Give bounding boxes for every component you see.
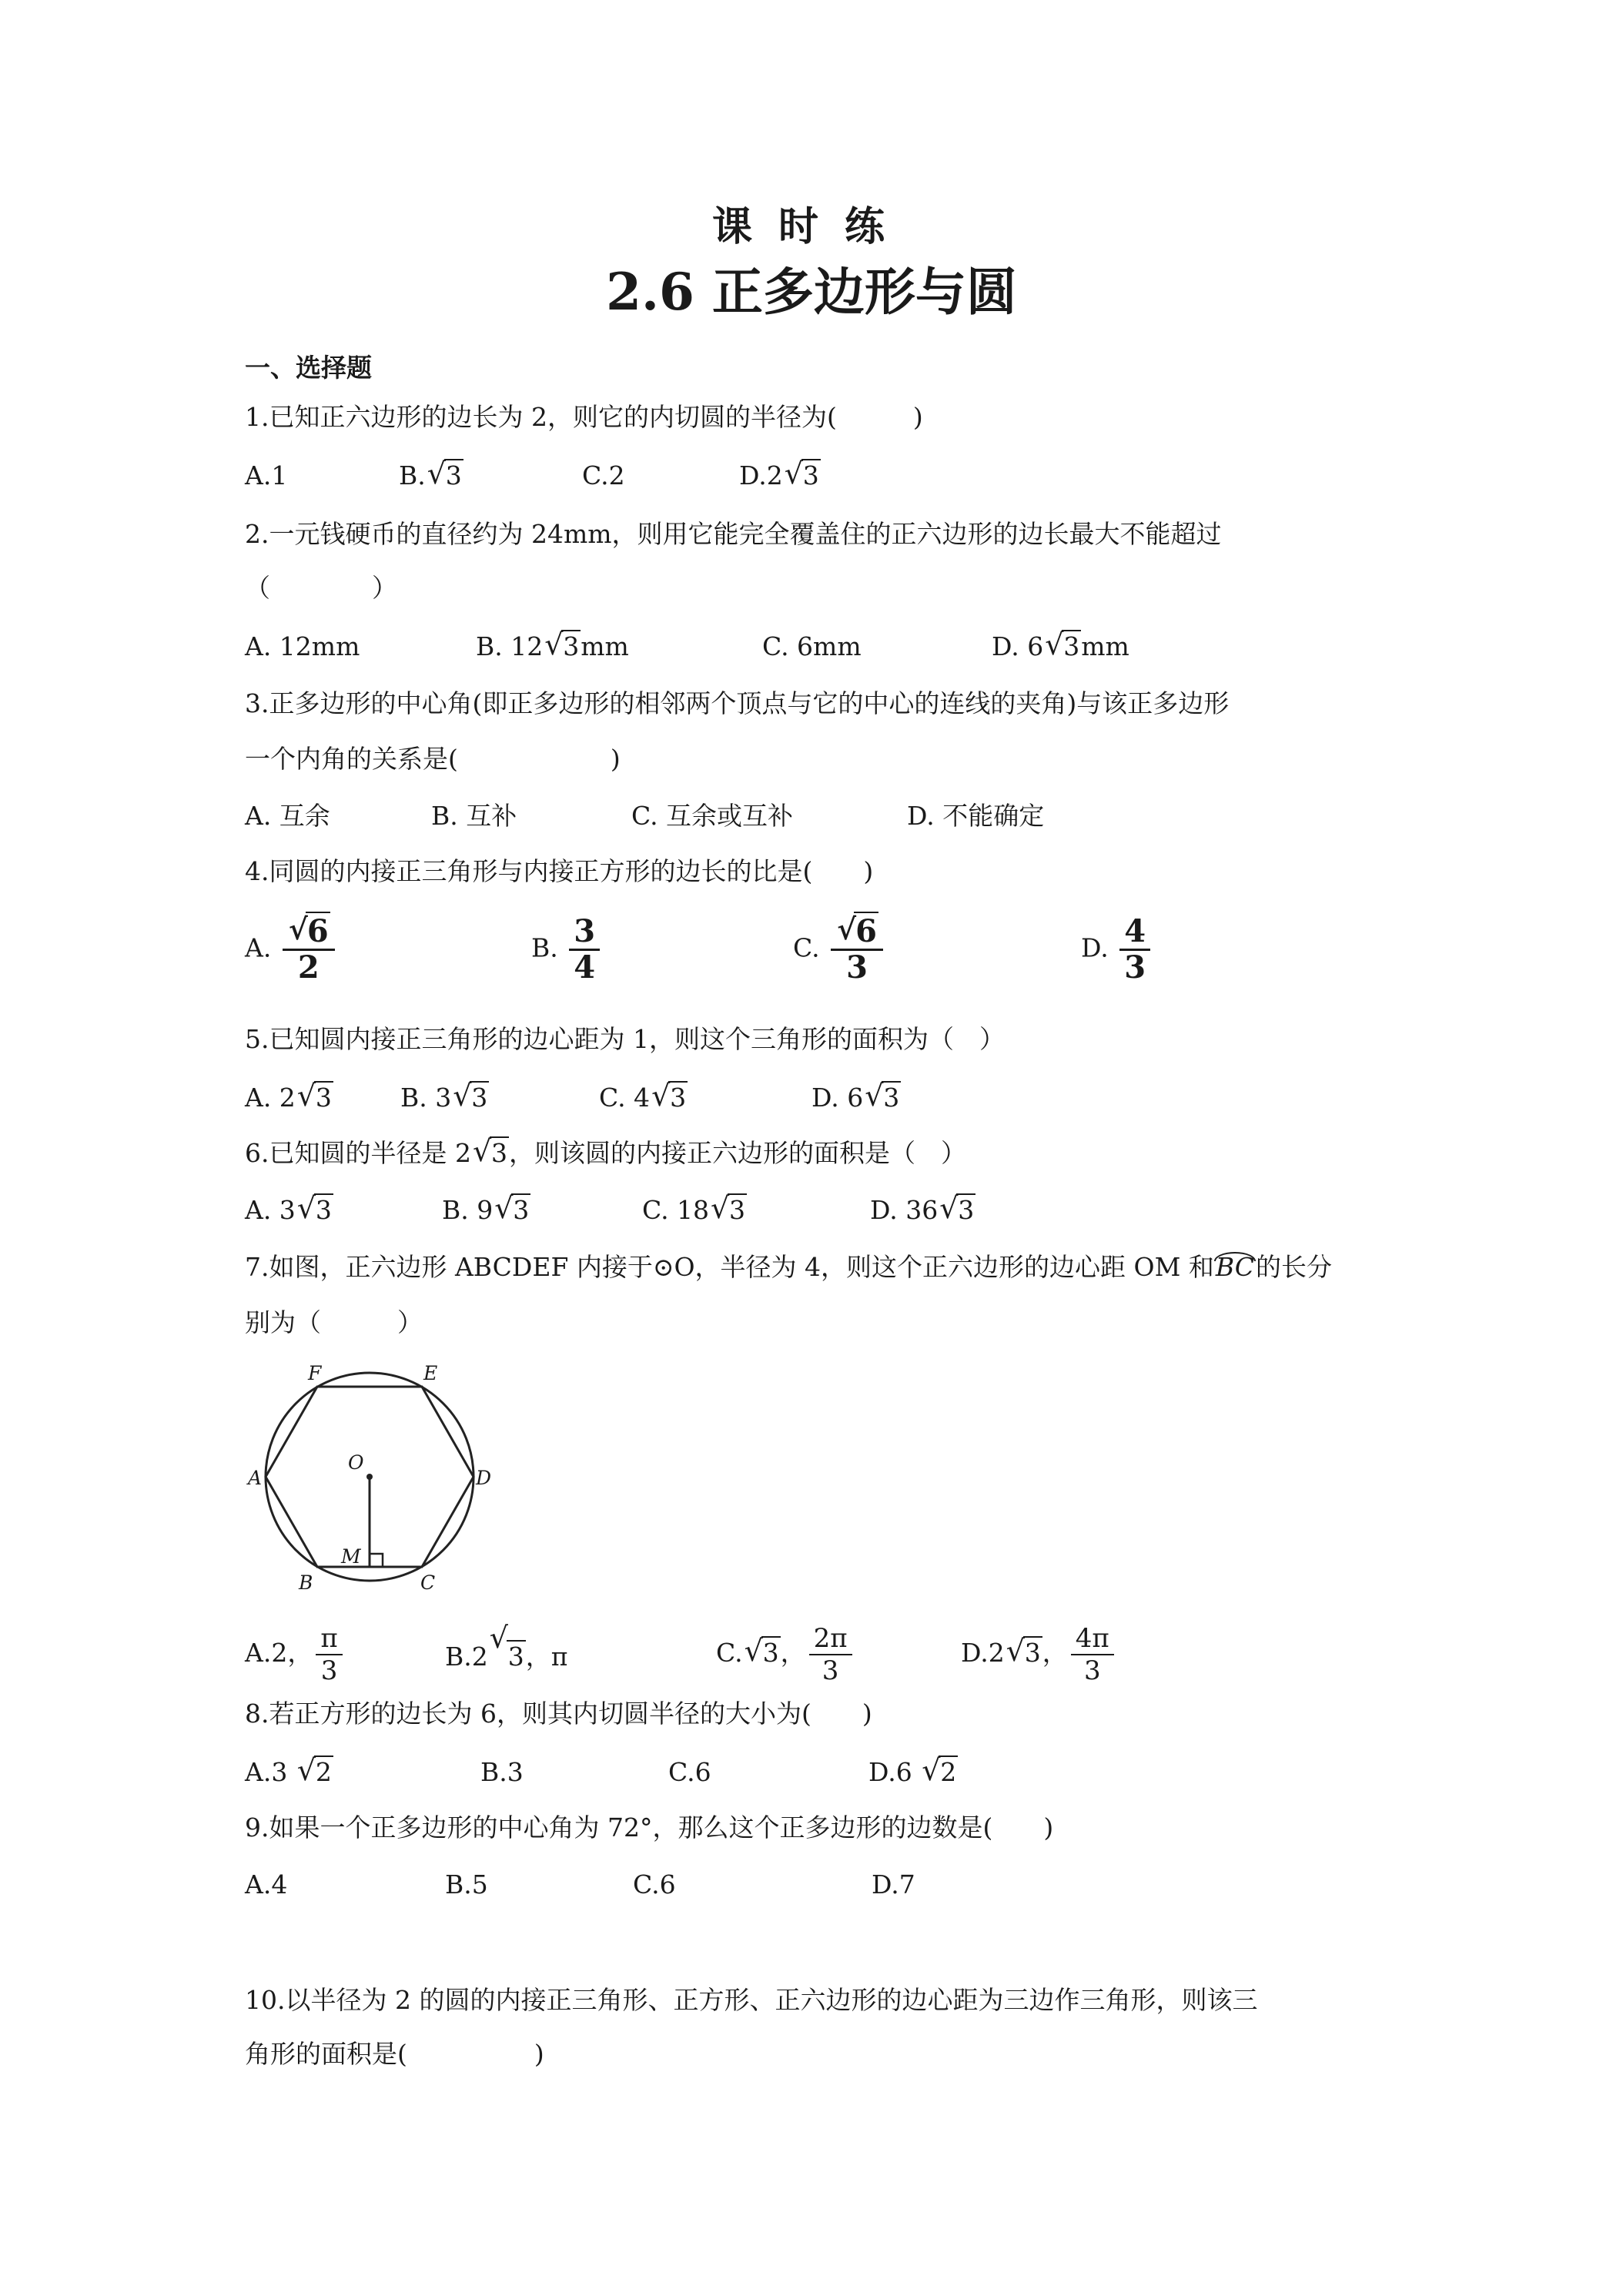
question-2-stem-cont: （ ）: [245, 573, 397, 603]
q2-option-b: B. 12√ 3mm: [476, 630, 629, 664]
q9-option-b: B.5: [445, 1869, 488, 1899]
question-10-stem-cont: 角形的面积是( ): [245, 2039, 544, 2069]
q1-option-a: A.1: [245, 460, 288, 490]
hexagon-figure: [245, 1354, 493, 1602]
q8-option-d: D.6 √ 2: [868, 1755, 958, 1789]
q3-option-a: A. 互余: [245, 801, 330, 831]
question-10-stem: 10.以半径为 2 的圆的内接正三角形、正方形、正六边形的边心距为三边作三角形，则该三: [245, 1985, 1258, 2015]
q1-option-c: C.2: [582, 460, 625, 490]
q9-option-a: A.4: [245, 1869, 288, 1899]
label-b: B: [299, 1571, 313, 1594]
arc-bc: BC: [1214, 1250, 1256, 1284]
q8-option-b: B.3: [480, 1757, 524, 1787]
inscribed-hexagon-diagram: [245, 1354, 493, 1602]
q1-option-b: B.√ 3: [399, 459, 463, 493]
q2-option-d: D. 6√ 3mm: [992, 630, 1129, 664]
q7-option-c: C.√ 3， $\frac{2\pi}{3}$: [716, 1623, 852, 1686]
q4-option-b: B. $\frac{3}{4}$: [531, 915, 600, 985]
question-9-stem: 9.如果一个正多边形的中心角为 72°，那么这个正多边形的边数是( ): [245, 1812, 1054, 1842]
label-m: M: [341, 1545, 361, 1568]
question-7-stem-cont: 别为（ ）: [245, 1307, 423, 1337]
q4-option-a: A. √ $\frac{6}{2}$: [245, 915, 335, 985]
q5-option-d: D. 6√ 3: [812, 1081, 901, 1115]
q9-option-d: D.7: [872, 1869, 915, 1899]
question-7-stem: 7.如图，正六边形 ABCDEF 内接于⊙O，半径为 4，则这个正六边形的边心距 OM 和BC的长分: [245, 1250, 1332, 1284]
question-3-stem: 3.正多边形的中心角(即正多边形的相邻两个顶点与它的中心的连线的夹角)与该正多边形: [245, 688, 1230, 718]
q7-option-d: D.2√ 3， $\frac{4\pi}{3}$: [961, 1623, 1114, 1686]
q7-option-b: B.2√ 3，π: [445, 1623, 567, 1691]
q6-option-d: D. 36√ 3: [870, 1193, 975, 1227]
q5-option-c: C. 4√ 3: [599, 1081, 688, 1115]
q4-option-d: D. $\frac{4}{3}$: [1081, 915, 1150, 985]
label-a: A: [248, 1467, 263, 1489]
question-3-stem-cont: 一个内角的关系是( ): [245, 744, 621, 774]
page-title: 2.6 正多边形与圆: [606, 262, 1017, 322]
q8-option-c: C.6: [668, 1757, 711, 1787]
label-o: O: [348, 1451, 364, 1474]
question-5-stem: 5.已知圆内接正三角形的边心距为 1，则这个三角形的面积为（ ）: [245, 1024, 1005, 1054]
q6-option-b: B. 9√ 3: [442, 1193, 530, 1227]
question-1-stem: 1.已知正六边形的边长为 2，则它的内切圆的半径为( ): [245, 402, 923, 432]
q5-option-a: A. 2√ 3: [245, 1081, 333, 1115]
label-d: D: [476, 1467, 492, 1489]
section-heading: 一、选择题: [245, 353, 372, 383]
q3-option-c: C. 互余或互补: [631, 801, 794, 831]
right-angle-mark: [370, 1554, 383, 1567]
worksheet-label: 课时练: [711, 203, 911, 250]
q2-option-c: C. 6mm: [762, 631, 862, 661]
question-2-stem: 2.一元钱硬币的直径约为 24mm，则用它能完全覆盖住的正六边形的边长最大不能超过: [245, 519, 1222, 549]
q8-option-a: A.3 √ 2: [245, 1755, 333, 1789]
q6-option-c: C. 18√ 3: [642, 1193, 747, 1227]
label-e: E: [423, 1362, 438, 1384]
q3-option-b: B. 互补: [431, 801, 517, 831]
q4-option-c: C. √ $\frac{6}{3}$: [793, 915, 883, 985]
q7-option-a: A.2， $\frac{\pi}{3}$: [245, 1623, 343, 1686]
q2-option-a: A. 12mm: [245, 631, 360, 661]
q5-option-b: B. 3√ 3: [400, 1081, 489, 1115]
question-4-stem: 4.同圆的内接正三角形与内接正方形的边长的比是( ): [245, 856, 874, 886]
q6-option-a: A. 3√ 3: [245, 1193, 333, 1227]
question-6-stem: 6.已知圆的半径是 2√ 3，则该圆的内接正六边形的面积是（ ）: [245, 1136, 966, 1170]
q9-option-c: C.6: [633, 1869, 676, 1899]
question-8-stem: 8.若正方形的边长为 6，则其内切圆半径的大小为( ): [245, 1699, 872, 1729]
q1-option-d: D.2√ 3: [739, 459, 821, 493]
label-c: C: [420, 1571, 436, 1594]
q3-option-d: D. 不能确定: [907, 801, 1045, 831]
label-f: F: [308, 1362, 322, 1384]
